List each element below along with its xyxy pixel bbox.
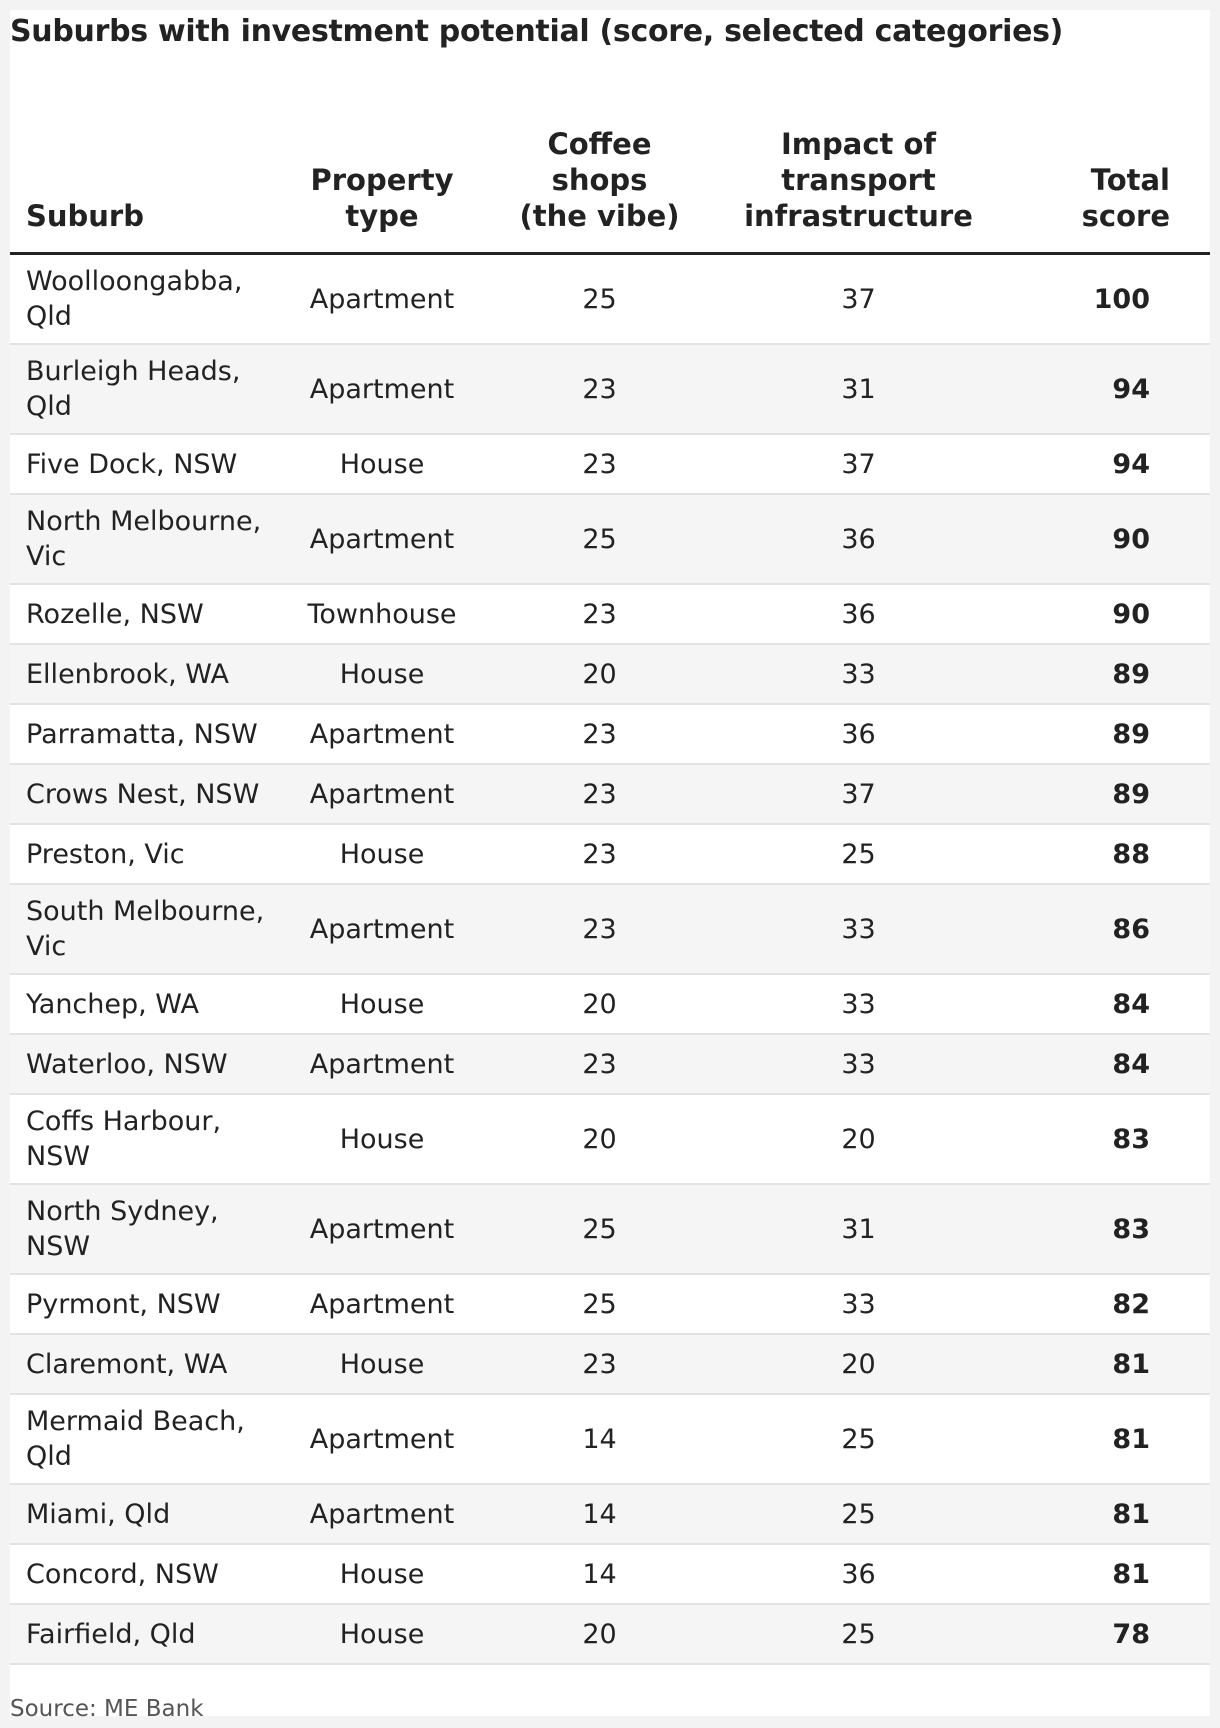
property-type-cell: House <box>307 1544 457 1604</box>
transport-impact-cell: 33 <box>742 884 975 974</box>
coffee-shops-cell: 25 <box>457 494 742 584</box>
chart-title: Suburbs with investment potential (score, selected categories) <box>10 14 1064 49</box>
property-type-cell: Apartment <box>307 494 457 584</box>
transport-impact-cell: 33 <box>742 1274 975 1334</box>
table-row <box>10 1394 1210 1484</box>
table-row <box>10 344 1210 434</box>
table-row <box>10 1484 1210 1544</box>
source-note: Source: ME Bank <box>10 1696 204 1722</box>
suburb-cell: Mermaid Beach, Qld <box>10 1394 307 1484</box>
coffee-shops-cell: 20 <box>457 644 742 704</box>
coffee-shops-cell: 25 <box>457 1184 742 1274</box>
total-score-cell: 100 <box>975 254 1210 345</box>
data-table <box>10 102 1210 1665</box>
property-type-cell: House <box>307 1334 457 1394</box>
transport-impact-cell: 37 <box>742 434 975 494</box>
suburb-cell: Miami, Qld <box>10 1484 307 1544</box>
header-coffee-shops: Coffee shops (the vibe) <box>457 102 742 254</box>
header-property-type: Property type <box>307 102 457 254</box>
property-type-cell: House <box>307 644 457 704</box>
coffee-shops-cell: 20 <box>457 1604 742 1664</box>
suburb-cell: Coffs Harbour, NSW <box>10 1094 307 1184</box>
table-row <box>10 254 1210 345</box>
property-type-cell: Apartment <box>307 1394 457 1484</box>
property-type-cell: Apartment <box>307 704 457 764</box>
table-row <box>10 1094 1210 1184</box>
property-type-cell: Apartment <box>307 254 457 345</box>
total-score-cell: 81 <box>975 1544 1210 1604</box>
coffee-shops-cell: 14 <box>457 1394 742 1484</box>
coffee-shops-cell: 23 <box>457 884 742 974</box>
coffee-shops-cell: 20 <box>457 1094 742 1184</box>
table-row <box>10 764 1210 824</box>
header-suburb: Suburb <box>10 102 307 254</box>
suburb-cell: Preston, Vic <box>10 824 307 884</box>
property-type-cell: Apartment <box>307 1184 457 1274</box>
table-row <box>10 974 1210 1034</box>
total-score-cell: 81 <box>975 1484 1210 1544</box>
transport-impact-cell: 20 <box>742 1334 975 1394</box>
coffee-shops-cell: 23 <box>457 1034 742 1094</box>
transport-impact-cell: 31 <box>742 344 975 434</box>
property-type-cell: House <box>307 434 457 494</box>
coffee-shops-cell: 23 <box>457 584 742 644</box>
table-row <box>10 434 1210 494</box>
transport-impact-cell: 33 <box>742 974 975 1034</box>
total-score-cell: 90 <box>975 494 1210 584</box>
transport-impact-cell: 31 <box>742 1184 975 1274</box>
coffee-shops-cell: 23 <box>457 344 742 434</box>
table-row <box>10 1274 1210 1334</box>
total-score-cell: 81 <box>975 1394 1210 1484</box>
coffee-shops-cell: 25 <box>457 1274 742 1334</box>
header-total-score: Total score <box>975 102 1210 254</box>
property-type-cell: Apartment <box>307 1484 457 1544</box>
coffee-shops-cell: 23 <box>457 434 742 494</box>
table-row <box>10 1334 1210 1394</box>
transport-impact-cell: 25 <box>742 1484 975 1544</box>
total-score-cell: 89 <box>975 764 1210 824</box>
coffee-shops-cell: 23 <box>457 764 742 824</box>
suburb-cell: South Melbourne, Vic <box>10 884 307 974</box>
total-score-cell: 84 <box>975 974 1210 1034</box>
total-score-cell: 90 <box>975 584 1210 644</box>
suburb-cell: North Sydney, NSW <box>10 1184 307 1274</box>
suburb-cell: Pyrmont, NSW <box>10 1274 307 1334</box>
transport-impact-cell: 25 <box>742 1604 975 1664</box>
property-type-cell: House <box>307 1604 457 1664</box>
property-type-cell: Apartment <box>307 764 457 824</box>
total-score-cell: 83 <box>975 1184 1210 1274</box>
chart-panel <box>10 10 1210 1722</box>
table-row <box>10 494 1210 584</box>
property-type-cell: Townhouse <box>307 584 457 644</box>
property-type-cell: Apartment <box>307 344 457 434</box>
header-transport-impact: Impact of transport infrastructure <box>742 102 975 254</box>
total-score-cell: 94 <box>975 434 1210 494</box>
suburb-cell: North Melbourne, Vic <box>10 494 307 584</box>
coffee-shops-cell: 14 <box>457 1544 742 1604</box>
coffee-shops-cell: 23 <box>457 1334 742 1394</box>
table-row <box>10 644 1210 704</box>
suburb-cell: Ellenbrook, WA <box>10 644 307 704</box>
table-row <box>10 1604 1210 1664</box>
table-row <box>10 704 1210 764</box>
transport-impact-cell: 36 <box>742 584 975 644</box>
coffee-shops-cell: 23 <box>457 704 742 764</box>
total-score-cell: 84 <box>975 1034 1210 1094</box>
table-row <box>10 884 1210 974</box>
suburb-cell: Waterloo, NSW <box>10 1034 307 1094</box>
property-type-cell: Apartment <box>307 1034 457 1094</box>
suburb-cell: Yanchep, WA <box>10 974 307 1034</box>
suburb-cell: Woolloongabba, Qld <box>10 254 307 345</box>
total-score-cell: 83 <box>975 1094 1210 1184</box>
total-score-cell: 89 <box>975 644 1210 704</box>
total-score-cell: 89 <box>975 704 1210 764</box>
suburb-cell: Rozelle, NSW <box>10 584 307 644</box>
total-score-cell: 81 <box>975 1334 1210 1394</box>
property-type-cell: House <box>307 1094 457 1184</box>
property-type-cell: House <box>307 974 457 1034</box>
total-score-cell: 86 <box>975 884 1210 974</box>
suburb-cell: Crows Nest, NSW <box>10 764 307 824</box>
coffee-shops-cell: 20 <box>457 974 742 1034</box>
table-row <box>10 824 1210 884</box>
suburb-cell: Claremont, WA <box>10 1334 307 1394</box>
transport-impact-cell: 36 <box>742 1544 975 1604</box>
property-type-cell: Apartment <box>307 884 457 974</box>
suburb-cell: Burleigh Heads, Qld <box>10 344 307 434</box>
property-type-cell: Apartment <box>307 1274 457 1334</box>
table-row <box>10 1184 1210 1274</box>
total-score-cell: 88 <box>975 824 1210 884</box>
suburb-cell: Five Dock, NSW <box>10 434 307 494</box>
total-score-cell: 82 <box>975 1274 1210 1334</box>
suburb-cell: Parramatta, NSW <box>10 704 307 764</box>
transport-impact-cell: 25 <box>742 1394 975 1484</box>
transport-impact-cell: 37 <box>742 764 975 824</box>
total-score-cell: 94 <box>975 344 1210 434</box>
coffee-shops-cell: 14 <box>457 1484 742 1544</box>
suburb-cell: Fairfield, Qld <box>10 1604 307 1664</box>
transport-impact-cell: 36 <box>742 494 975 584</box>
transport-impact-cell: 20 <box>742 1094 975 1184</box>
transport-impact-cell: 33 <box>742 644 975 704</box>
coffee-shops-cell: 25 <box>457 254 742 345</box>
property-type-cell: House <box>307 824 457 884</box>
table-row <box>10 1544 1210 1604</box>
transport-impact-cell: 36 <box>742 704 975 764</box>
header-row <box>10 102 1210 254</box>
table-row <box>10 584 1210 644</box>
transport-impact-cell: 33 <box>742 1034 975 1094</box>
table-body <box>10 254 1210 1665</box>
suburb-cell: Concord, NSW <box>10 1544 307 1604</box>
coffee-shops-cell: 23 <box>457 824 742 884</box>
transport-impact-cell: 25 <box>742 824 975 884</box>
total-score-cell: 78 <box>975 1604 1210 1664</box>
table-row <box>10 1034 1210 1094</box>
transport-impact-cell: 37 <box>742 254 975 345</box>
